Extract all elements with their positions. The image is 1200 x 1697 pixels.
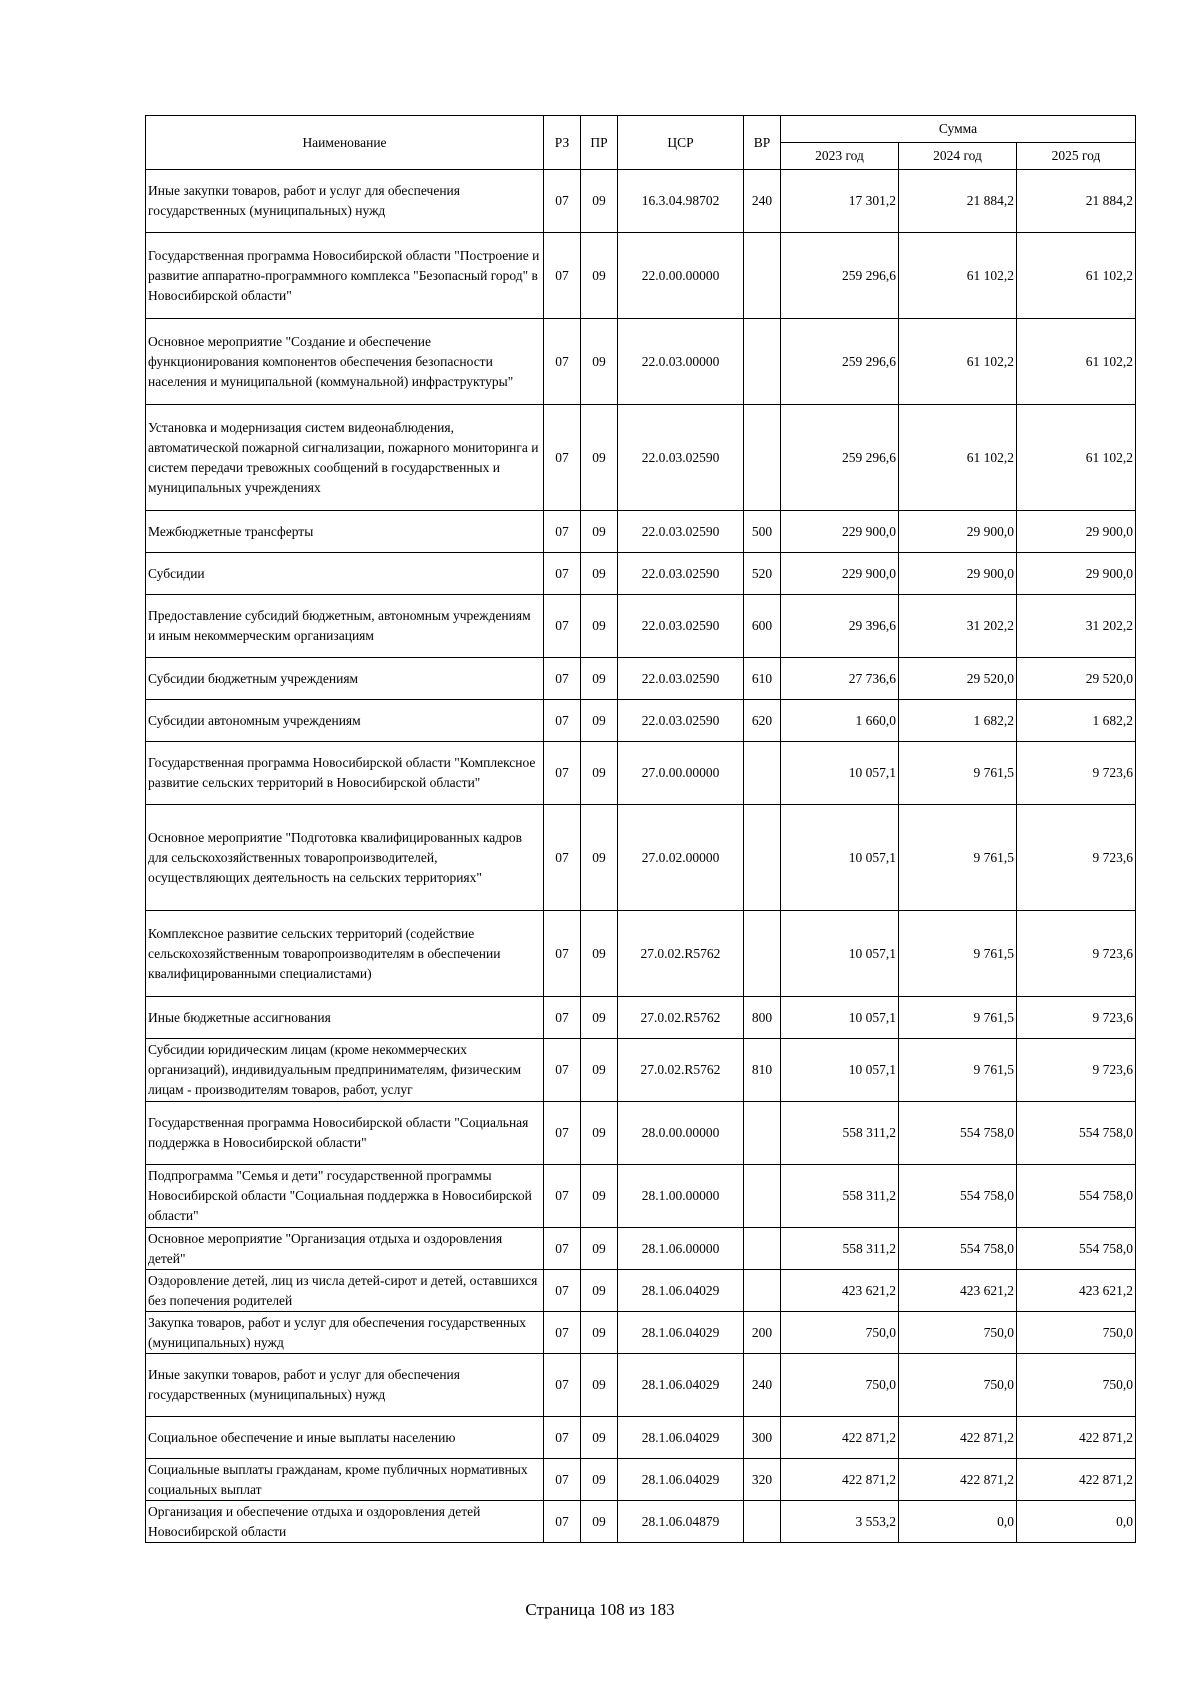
cell-pr: 09 bbox=[581, 553, 618, 595]
cell-csr: 28.1.06.04029 bbox=[618, 1270, 744, 1312]
cell-csr: 22.0.00.00000 bbox=[618, 233, 744, 319]
cell-2023: 3 553,2 bbox=[781, 1501, 899, 1543]
cell-name: Социальное обеспечение и иные выплаты населению bbox=[146, 1417, 544, 1459]
cell-2023: 27 736,6 bbox=[781, 658, 899, 700]
cell-vr: 620 bbox=[744, 700, 781, 742]
cell-csr: 22.0.03.02590 bbox=[618, 700, 744, 742]
table-row bbox=[146, 233, 1136, 319]
cell-pr: 09 bbox=[581, 911, 618, 997]
cell-2023: 10 057,1 bbox=[781, 742, 899, 805]
cell-2023: 558 311,2 bbox=[781, 1228, 899, 1270]
cell-pr: 09 bbox=[581, 170, 618, 233]
header-2023: 2023 год bbox=[781, 143, 899, 170]
cell-vr: 610 bbox=[744, 658, 781, 700]
cell-csr: 22.0.03.00000 bbox=[618, 319, 744, 405]
cell-2023: 423 621,2 bbox=[781, 1270, 899, 1312]
table-row bbox=[146, 595, 1136, 658]
table-row bbox=[146, 1102, 1136, 1165]
cell-2023: 259 296,6 bbox=[781, 405, 899, 511]
cell-2024: 554 758,0 bbox=[899, 1102, 1017, 1165]
cell-2025: 9 723,6 bbox=[1017, 997, 1136, 1039]
table-row bbox=[146, 553, 1136, 595]
cell-rz: 07 bbox=[544, 1354, 581, 1417]
table-row bbox=[146, 1312, 1136, 1354]
cell-name: Иные закупки товаров, работ и услуг для обеспечения государственных (муниципальных) нужд bbox=[146, 170, 544, 233]
cell-name: Основное мероприятие "Подготовка квалифицированных кадров для сельскохозяйственных товаропроизводителей, осуществляющих деятельность на сельских территориях" bbox=[146, 805, 544, 911]
cell-2025: 9 723,6 bbox=[1017, 742, 1136, 805]
cell-rz: 07 bbox=[544, 595, 581, 658]
cell-rz: 07 bbox=[544, 805, 581, 911]
cell-rz: 07 bbox=[544, 1459, 581, 1501]
cell-pr: 09 bbox=[581, 1501, 618, 1543]
cell-2025: 554 758,0 bbox=[1017, 1165, 1136, 1228]
cell-csr: 22.0.03.02590 bbox=[618, 658, 744, 700]
cell-rz: 07 bbox=[544, 1417, 581, 1459]
cell-vr bbox=[744, 233, 781, 319]
cell-rz: 07 bbox=[544, 997, 581, 1039]
table-row bbox=[146, 1165, 1136, 1228]
cell-2023: 229 900,0 bbox=[781, 553, 899, 595]
cell-2025: 61 102,2 bbox=[1017, 233, 1136, 319]
cell-name: Организация и обеспечение отдыха и оздоровления детей Новосибирской области bbox=[146, 1501, 544, 1543]
cell-vr bbox=[744, 1102, 781, 1165]
cell-2025: 422 871,2 bbox=[1017, 1459, 1136, 1501]
cell-pr: 09 bbox=[581, 1039, 618, 1102]
header-2024: 2024 год bbox=[899, 143, 1017, 170]
cell-csr: 28.1.06.04029 bbox=[618, 1312, 744, 1354]
cell-2024: 554 758,0 bbox=[899, 1228, 1017, 1270]
cell-vr bbox=[744, 1228, 781, 1270]
cell-name: Государственная программа Новосибирской области "Комплексное развитие сельских территорий в Новосибирской области" bbox=[146, 742, 544, 805]
cell-vr bbox=[744, 805, 781, 911]
table-row bbox=[146, 319, 1136, 405]
cell-2024: 422 871,2 bbox=[899, 1459, 1017, 1501]
cell-2025: 423 621,2 bbox=[1017, 1270, 1136, 1312]
cell-2023: 10 057,1 bbox=[781, 911, 899, 997]
header-name: Наименование bbox=[146, 116, 544, 170]
cell-pr: 09 bbox=[581, 405, 618, 511]
cell-csr: 22.0.03.02590 bbox=[618, 405, 744, 511]
cell-pr: 09 bbox=[581, 319, 618, 405]
cell-2024: 9 761,5 bbox=[899, 1039, 1017, 1102]
table-row bbox=[146, 170, 1136, 233]
cell-2025: 9 723,6 bbox=[1017, 805, 1136, 911]
cell-2025: 29 900,0 bbox=[1017, 511, 1136, 553]
cell-2024: 61 102,2 bbox=[899, 319, 1017, 405]
table-row bbox=[146, 1501, 1136, 1543]
cell-rz: 07 bbox=[544, 742, 581, 805]
cell-2023: 229 900,0 bbox=[781, 511, 899, 553]
cell-csr: 28.1.00.00000 bbox=[618, 1165, 744, 1228]
table-body bbox=[146, 170, 1136, 1543]
cell-pr: 09 bbox=[581, 805, 618, 911]
cell-rz: 07 bbox=[544, 511, 581, 553]
table-row bbox=[146, 1417, 1136, 1459]
cell-2023: 17 301,2 bbox=[781, 170, 899, 233]
table-row bbox=[146, 700, 1136, 742]
table-row bbox=[146, 1039, 1136, 1102]
cell-name: Государственная программа Новосибирской области "Социальная поддержка в Новосибирской области" bbox=[146, 1102, 544, 1165]
cell-vr: 810 bbox=[744, 1039, 781, 1102]
cell-rz: 07 bbox=[544, 553, 581, 595]
cell-rz: 07 bbox=[544, 700, 581, 742]
cell-rz: 07 bbox=[544, 1312, 581, 1354]
cell-2024: 9 761,5 bbox=[899, 742, 1017, 805]
cell-csr: 22.0.03.02590 bbox=[618, 511, 744, 553]
cell-vr: 500 bbox=[744, 511, 781, 553]
cell-csr: 28.1.06.04879 bbox=[618, 1501, 744, 1543]
cell-vr bbox=[744, 1501, 781, 1543]
cell-csr: 28.0.00.00000 bbox=[618, 1102, 744, 1165]
table-row bbox=[146, 911, 1136, 997]
cell-2025: 9 723,6 bbox=[1017, 1039, 1136, 1102]
cell-2025: 61 102,2 bbox=[1017, 319, 1136, 405]
cell-2025: 422 871,2 bbox=[1017, 1417, 1136, 1459]
page-number: Страница 108 из 183 bbox=[525, 1600, 675, 1619]
cell-rz: 07 bbox=[544, 1102, 581, 1165]
cell-pr: 09 bbox=[581, 1417, 618, 1459]
budget-table bbox=[145, 115, 1136, 1543]
cell-pr: 09 bbox=[581, 1165, 618, 1228]
cell-vr: 520 bbox=[744, 553, 781, 595]
cell-csr: 22.0.03.02590 bbox=[618, 553, 744, 595]
cell-pr: 09 bbox=[581, 595, 618, 658]
cell-rz: 07 bbox=[544, 1270, 581, 1312]
table-row bbox=[146, 1228, 1136, 1270]
cell-vr: 240 bbox=[744, 170, 781, 233]
cell-2023: 1 660,0 bbox=[781, 700, 899, 742]
cell-pr: 09 bbox=[581, 1102, 618, 1165]
cell-2025: 29 900,0 bbox=[1017, 553, 1136, 595]
cell-2025: 9 723,6 bbox=[1017, 911, 1136, 997]
cell-pr: 09 bbox=[581, 233, 618, 319]
cell-2025: 29 520,0 bbox=[1017, 658, 1136, 700]
cell-name: Субсидии юридическим лицам (кроме некоммерческих организаций), индивидуальным предпринимателям, физическим лицам - производителям товаров, работ, услуг bbox=[146, 1039, 544, 1102]
cell-name: Оздоровление детей, лиц из числа детей-сирот и детей, оставшихся без попечения родителей bbox=[146, 1270, 544, 1312]
cell-vr: 800 bbox=[744, 997, 781, 1039]
cell-csr: 27.0.02.R5762 bbox=[618, 1039, 744, 1102]
table-row bbox=[146, 997, 1136, 1039]
cell-name: Субсидии автономным учреждениям bbox=[146, 700, 544, 742]
cell-vr bbox=[744, 742, 781, 805]
header-csr: ЦСР bbox=[618, 116, 744, 170]
cell-name: Установка и модернизация систем видеонаблюдения, автоматической пожарной сигнализации, пожарного мониторинга и систем передачи тревожных сообщений в государственных и муниципальных учреждениях bbox=[146, 405, 544, 511]
cell-pr: 09 bbox=[581, 997, 618, 1039]
cell-vr: 320 bbox=[744, 1459, 781, 1501]
cell-rz: 07 bbox=[544, 1228, 581, 1270]
cell-2024: 29 900,0 bbox=[899, 511, 1017, 553]
cell-vr: 300 bbox=[744, 1417, 781, 1459]
cell-csr: 22.0.03.02590 bbox=[618, 595, 744, 658]
cell-csr: 27.0.02.R5762 bbox=[618, 911, 744, 997]
cell-csr: 27.0.02.R5762 bbox=[618, 997, 744, 1039]
cell-2024: 423 621,2 bbox=[899, 1270, 1017, 1312]
cell-csr: 28.1.06.04029 bbox=[618, 1417, 744, 1459]
cell-2024: 9 761,5 bbox=[899, 805, 1017, 911]
cell-vr: 200 bbox=[744, 1312, 781, 1354]
cell-2024: 0,0 bbox=[899, 1501, 1017, 1543]
cell-2024: 29 900,0 bbox=[899, 553, 1017, 595]
cell-2023: 259 296,6 bbox=[781, 233, 899, 319]
cell-2023: 259 296,6 bbox=[781, 319, 899, 405]
cell-2024: 1 682,2 bbox=[899, 700, 1017, 742]
cell-name: Государственная программа Новосибирской области "Построение и развитие аппаратно-программного комплекса "Безопасный город" в Новосибирской области" bbox=[146, 233, 544, 319]
cell-name: Основное мероприятие "Организация отдыха и оздоровления детей" bbox=[146, 1228, 544, 1270]
header-2025: 2025 год bbox=[1017, 143, 1136, 170]
cell-2024: 422 871,2 bbox=[899, 1417, 1017, 1459]
cell-2025: 61 102,2 bbox=[1017, 405, 1136, 511]
table-row bbox=[146, 511, 1136, 553]
cell-pr: 09 bbox=[581, 1270, 618, 1312]
cell-pr: 09 bbox=[581, 1459, 618, 1501]
cell-rz: 07 bbox=[544, 658, 581, 700]
cell-2025: 31 202,2 bbox=[1017, 595, 1136, 658]
cell-vr: 240 bbox=[744, 1354, 781, 1417]
cell-vr bbox=[744, 319, 781, 405]
cell-rz: 07 bbox=[544, 319, 581, 405]
cell-csr: 16.3.04.98702 bbox=[618, 170, 744, 233]
cell-rz: 07 bbox=[544, 233, 581, 319]
cell-name: Субсидии бюджетным учреждениям bbox=[146, 658, 544, 700]
cell-2025: 554 758,0 bbox=[1017, 1228, 1136, 1270]
cell-pr: 09 bbox=[581, 742, 618, 805]
cell-2024: 750,0 bbox=[899, 1312, 1017, 1354]
cell-pr: 09 bbox=[581, 511, 618, 553]
cell-2025: 21 884,2 bbox=[1017, 170, 1136, 233]
cell-pr: 09 bbox=[581, 1228, 618, 1270]
cell-vr bbox=[744, 1270, 781, 1312]
header-pr: ПР bbox=[581, 116, 618, 170]
table-row bbox=[146, 658, 1136, 700]
cell-csr: 27.0.00.00000 bbox=[618, 742, 744, 805]
cell-name: Межбюджетные трансферты bbox=[146, 511, 544, 553]
cell-pr: 09 bbox=[581, 700, 618, 742]
cell-2024: 9 761,5 bbox=[899, 911, 1017, 997]
cell-2025: 554 758,0 bbox=[1017, 1102, 1136, 1165]
cell-pr: 09 bbox=[581, 1354, 618, 1417]
table-row bbox=[146, 405, 1136, 511]
cell-2023: 422 871,2 bbox=[781, 1417, 899, 1459]
cell-rz: 07 bbox=[544, 1501, 581, 1543]
cell-2024: 29 520,0 bbox=[899, 658, 1017, 700]
cell-2024: 554 758,0 bbox=[899, 1165, 1017, 1228]
cell-name: Закупка товаров, работ и услуг для обеспечения государственных (муниципальных) нужд bbox=[146, 1312, 544, 1354]
cell-2025: 0,0 bbox=[1017, 1501, 1136, 1543]
table-row bbox=[146, 1270, 1136, 1312]
cell-2024: 21 884,2 bbox=[899, 170, 1017, 233]
header-rz: РЗ bbox=[544, 116, 581, 170]
cell-2023: 10 057,1 bbox=[781, 997, 899, 1039]
cell-2023: 10 057,1 bbox=[781, 805, 899, 911]
cell-rz: 07 bbox=[544, 1039, 581, 1102]
cell-csr: 28.1.06.00000 bbox=[618, 1228, 744, 1270]
cell-2025: 750,0 bbox=[1017, 1312, 1136, 1354]
cell-2024: 31 202,2 bbox=[899, 595, 1017, 658]
cell-vr bbox=[744, 1165, 781, 1228]
cell-2023: 558 311,2 bbox=[781, 1165, 899, 1228]
table-row bbox=[146, 1354, 1136, 1417]
table-header-row bbox=[146, 116, 1136, 143]
header-sum: Сумма bbox=[781, 116, 1136, 143]
cell-2024: 61 102,2 bbox=[899, 405, 1017, 511]
table-row bbox=[146, 742, 1136, 805]
cell-2024: 750,0 bbox=[899, 1354, 1017, 1417]
cell-vr: 600 bbox=[744, 595, 781, 658]
cell-2024: 9 761,5 bbox=[899, 997, 1017, 1039]
cell-csr: 27.0.02.00000 bbox=[618, 805, 744, 911]
table-row bbox=[146, 1459, 1136, 1501]
cell-vr bbox=[744, 911, 781, 997]
cell-2025: 1 682,2 bbox=[1017, 700, 1136, 742]
cell-rz: 07 bbox=[544, 1165, 581, 1228]
cell-name: Основное мероприятие "Создание и обеспечение функционирования компонентов обеспечения безопасности населения и муниципальной (коммунальной) инфраструктуры" bbox=[146, 319, 544, 405]
cell-name: Иные закупки товаров, работ и услуг для обеспечения государственных (муниципальных) нужд bbox=[146, 1354, 544, 1417]
cell-csr: 28.1.06.04029 bbox=[618, 1459, 744, 1501]
cell-name: Подпрограмма "Семья и дети" государственной программы Новосибирской области "Социальная поддержка в Новосибирской области" bbox=[146, 1165, 544, 1228]
cell-2023: 750,0 bbox=[781, 1354, 899, 1417]
cell-rz: 07 bbox=[544, 911, 581, 997]
cell-rz: 07 bbox=[544, 405, 581, 511]
table-row bbox=[146, 805, 1136, 911]
cell-2023: 422 871,2 bbox=[781, 1459, 899, 1501]
cell-2023: 558 311,2 bbox=[781, 1102, 899, 1165]
cell-vr bbox=[744, 405, 781, 511]
cell-2023: 10 057,1 bbox=[781, 1039, 899, 1102]
cell-rz: 07 bbox=[544, 170, 581, 233]
cell-name: Субсидии bbox=[146, 553, 544, 595]
cell-pr: 09 bbox=[581, 658, 618, 700]
cell-name: Предоставление субсидий бюджетным, автономным учреждениям и иным некоммерческим организациям bbox=[146, 595, 544, 658]
cell-csr: 28.1.06.04029 bbox=[618, 1354, 744, 1417]
cell-pr: 09 bbox=[581, 1312, 618, 1354]
cell-2024: 61 102,2 bbox=[899, 233, 1017, 319]
cell-name: Социальные выплаты гражданам, кроме публичных нормативных социальных выплат bbox=[146, 1459, 544, 1501]
cell-2025: 750,0 bbox=[1017, 1354, 1136, 1417]
cell-name: Иные бюджетные ассигнования bbox=[146, 997, 544, 1039]
cell-2023: 29 396,6 bbox=[781, 595, 899, 658]
cell-name: Комплексное развитие сельских территорий (содействие сельскохозяйственным товаропроизводителям в обеспечении квалифицированными специалистами) bbox=[146, 911, 544, 997]
header-vr: ВР bbox=[744, 116, 781, 170]
cell-2023: 750,0 bbox=[781, 1312, 899, 1354]
